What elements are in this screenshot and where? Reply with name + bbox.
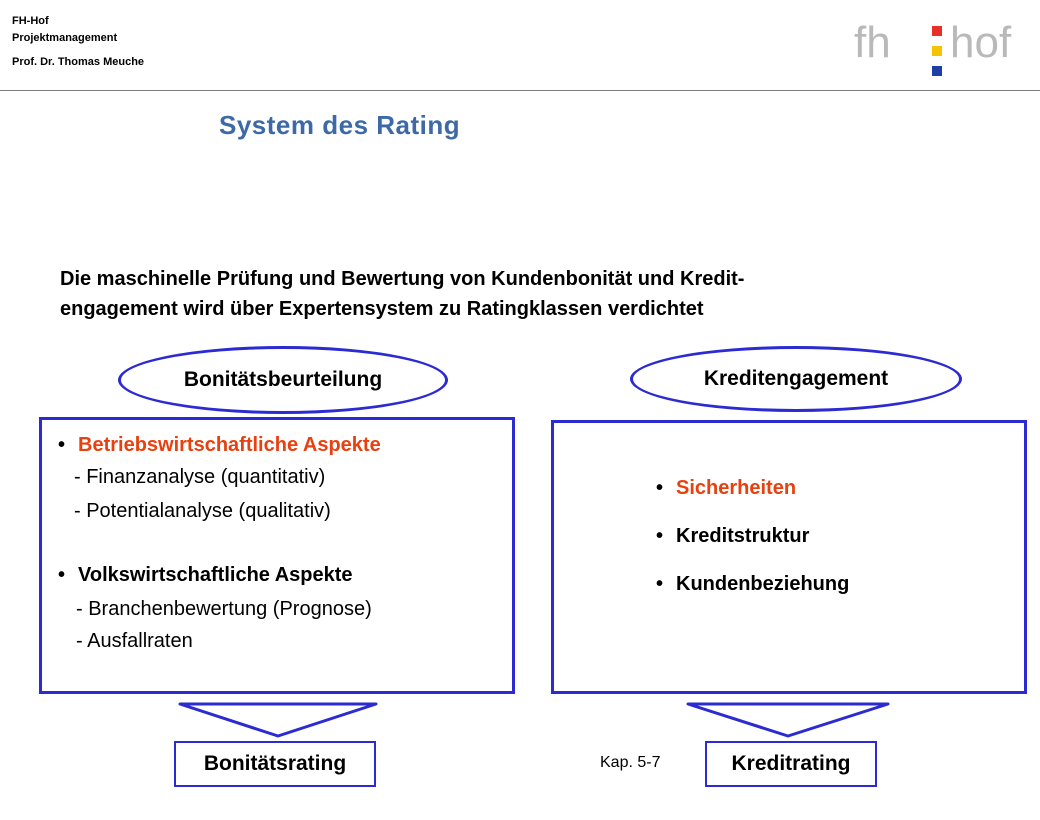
page-title: System des Rating [219,110,461,140]
bullet-icon: • [656,573,664,595]
course-label: Projektmanagement [12,32,118,44]
bullet-icon: • [58,564,66,586]
bonitaetsrating-label: Bonitätsrating [203,752,347,775]
bonitaetsbeurteilung-label: Bonitätsbeurteilung [183,368,383,391]
intro-text [60,264,1020,324]
bonitaet-criteria-box [39,417,515,694]
bullet-kreditstruktur [656,525,809,548]
kreditrating-label: Kreditrating [731,752,851,775]
kreditrating-box [705,741,877,787]
kreditengagement-ellipse [630,346,962,412]
logo-square-red [932,26,942,36]
bullet-betriebswirtschaft-label: Betriebswirtschaftliche Aspekte [78,434,381,456]
sub-potentialanalyse: - Potentialanalyse (qualitativ) [74,500,331,522]
bullet-sicherheiten-label: Sicherheiten [676,477,797,499]
bullet-kreditstruktur-label: Kreditstruktur [676,525,810,547]
logo-square-blue [932,66,942,76]
logo-text-hof: hof [950,18,1012,67]
bonitaetsrating-box [174,741,376,787]
bullet-sicherheiten [656,477,796,500]
sub-ausfallraten: - Ausfallraten [76,630,193,652]
bullet-icon: • [656,477,664,499]
down-arrow-right-icon [686,702,890,738]
sub-branchenbewertung: - Branchenbewertung (Prognose) [76,598,372,620]
bullet-volkswirtschaft-label: Volkswirtschaftliche Aspekte [78,564,353,586]
logo-square-yellow [932,46,942,56]
bullet-icon: • [656,525,664,547]
kredit-criteria-box [551,420,1027,694]
author-label: Prof. Dr. Thomas Meuche [12,56,145,68]
sub-finanzanalyse: - Finanzanalyse (quantitativ) [74,466,326,488]
bullet-icon: • [58,434,66,456]
bullet-kundenbeziehung [656,573,849,596]
bonitaetsbeurteilung-ellipse [118,346,448,414]
fh-hof-logo [854,18,1024,78]
page-reference: Kap. 5-7 [600,754,661,771]
bullet-betriebswirtschaft [58,434,381,457]
intro-line-2: engagement wird über Expertensystem zu Ratingklassen verdichtet [60,298,704,320]
bullet-kundenbeziehung-label: Kundenbeziehung [676,573,850,595]
bullet-volkswirtschaft [58,564,353,587]
institution-label: FH-Hof [12,15,49,27]
down-arrow-left-icon [178,702,378,738]
logo-text-fh: fh [854,18,891,67]
header-divider [0,90,1040,91]
kreditengagement-label: Kreditengagement [703,367,889,390]
intro-line-1: Die maschinelle Prüfung und Bewertung von Kundenbonität und Kredit- [60,268,745,290]
